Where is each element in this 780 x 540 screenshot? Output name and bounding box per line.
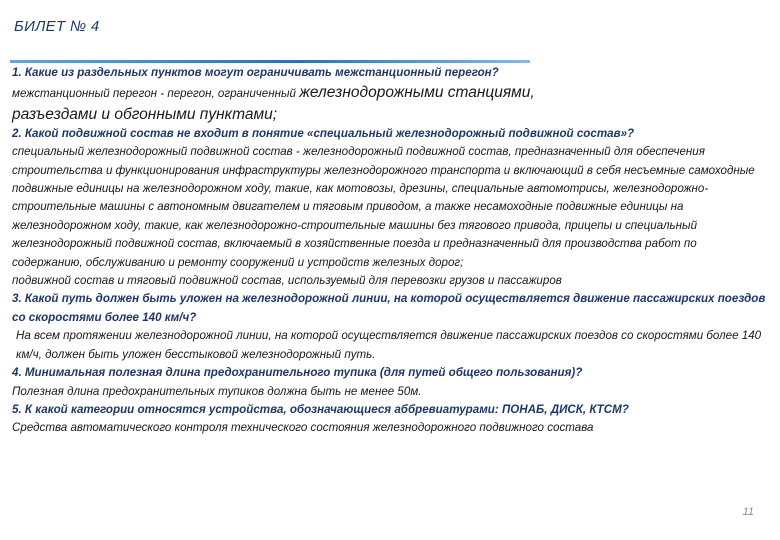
answer-3: На всем протяжении железнодорожной линии, на которой осуществляется движение пассажирских поездов со скоростями более 140 км/ч, должен быть уложен бесстыковой железнодорожный путь. bbox=[16, 329, 762, 361]
answer-1-part-1: межстанционный перегон - перегон, ограниченный bbox=[12, 87, 300, 101]
answer-1 bbox=[12, 82, 770, 103]
question-1: 1. Какие из раздельных пунктов могут ограничивать межстанционный перегон? bbox=[12, 66, 499, 79]
answer-2: специальный железнодорожный подвижной состав - железнодорожный подвижной состав, предназначенный для обеспечения строительства и функционирования инфраструктуры железнодорожного транспорта и включающий в себя несъемные самоходные подвижные единицы на железнодорожном ходу, такие, как мотовозы, дрезины, специальные автомотрисы, железнодорожно-строительные машины с автономным двигателем и тяговым приводом, а также несамоходные подвижные единицы на железнодорожном ходу, такие, как железнодорожно-строительные машины без тягового привода, прицепы и специальный железнодорожный подвижной состав, включаемый в хозяйственные поезда и предназначенный для производства работ по содержанию, обслуживанию и ремонту сооружений и устройств железных дорог; bbox=[12, 145, 755, 269]
ticket-content bbox=[12, 64, 770, 438]
question-3: 3. Какой путь должен быть уложен на железнодорожной линии, на которой осуществляется движение пассажирских поездов со скоростями более 140 км/ч? bbox=[12, 292, 766, 324]
question-2: 2. Какой подвижной состав не входит в понятие «специальный железнодорожный подвижной состав»? bbox=[12, 126, 635, 140]
answer-2-correct: подвижной состав и тяговый подвижной состав, используемый для перевозки грузов и пассажиров bbox=[12, 274, 562, 288]
question-5: 5. К какой категории относятся устройства, обозначающиеся аббревиатурами: ПОНАБ, ДИСК, КТСМ? bbox=[12, 402, 629, 416]
page-title: БИЛЕТ № 4 bbox=[14, 18, 100, 35]
answer-4: Полезная длина предохранительных тупиков должна быть не менее 50м. bbox=[12, 384, 422, 398]
answer-5: Средства автоматического контроля технического состояния железнодорожного подвижного состава bbox=[12, 421, 594, 435]
question-4: 4. Минимальная полезная длина предохранительного тупика (для путей общего пользования)? bbox=[12, 366, 583, 380]
answer-1-part-2: железнодорожными станциями, bbox=[299, 84, 535, 102]
answer-1-part-3: разъездами и обгонными пунктами; bbox=[12, 105, 278, 123]
title-divider bbox=[10, 60, 530, 63]
page-number: 11 bbox=[742, 506, 754, 518]
